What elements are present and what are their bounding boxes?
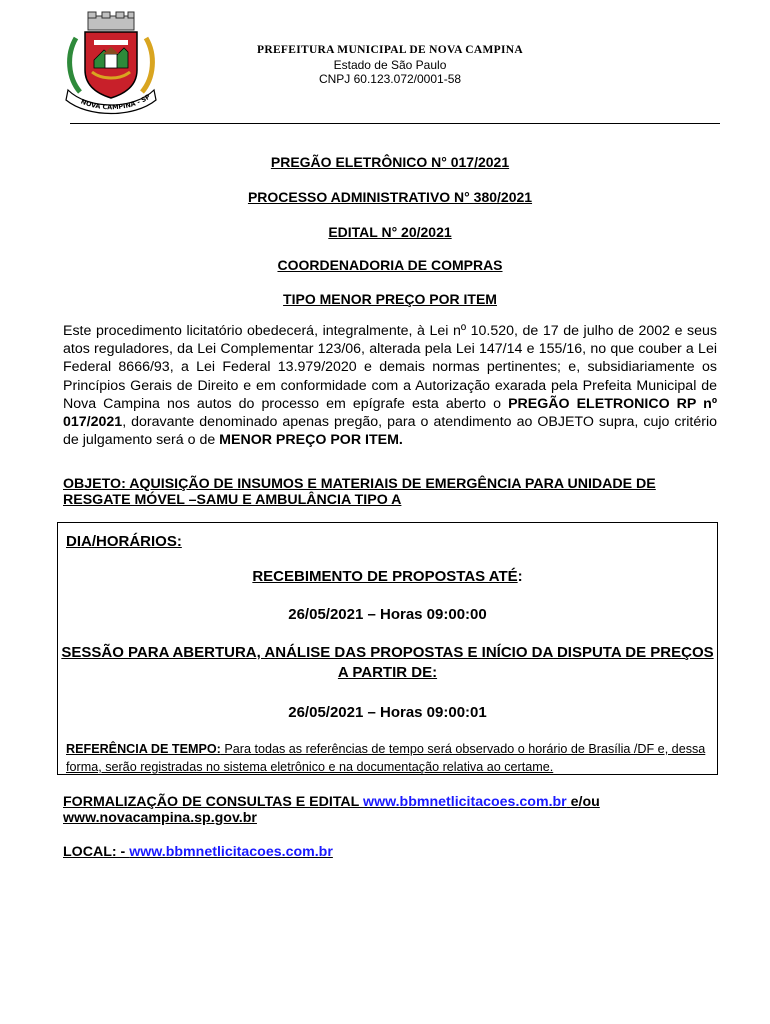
header-divider: [70, 123, 720, 124]
recebimento-heading: [58, 568, 717, 585]
recebimento-datetime: 26/05/2021 – Horas 09:00:00: [288, 606, 487, 623]
recebimento-label: RECEBIMENTO DE PROPOSTAS ATÉ: [252, 568, 518, 585]
heading-pregao: PREGÃO ELETRÔNICO N° 017/2021: [270, 154, 510, 170]
intro-text-1: Este procedimento licitatório obedecerá, integralmente, à Lei nº 10.520, de 17 de julho de 2002 e seus atos reguladores, da Lei Complementar 123/06, alterada pela Lei 147/14 e 155/16, no que couber a Lei Federal 8666/93, a Lei Federal 13.979/2020 e demais normas pertinentes; e, subsidiariamente os Princípios Gerais de Direito e em conformidade com a Autorização exarada pela Prefeita Municipal de Nova Campina nos autos do processo em epígrafe esta aberto o: [63, 323, 717, 412]
crest-motto: NOVA CAMPINA - SP: [79, 92, 152, 112]
heading-processo: PROCESSO ADMINISTRATIVO N° 380/2021: [247, 189, 533, 205]
recebimento-colon: :: [517, 568, 523, 585]
sessao-heading-line2: A PARTIR DE:: [337, 664, 438, 681]
formalizacao-label: FORMALIZAÇÃO DE CONSULTAS E EDITAL: [63, 794, 364, 810]
formalizacao-link-bbmnet[interactable]: www.bbmnetlicitacoes.com.br: [363, 794, 567, 810]
crest-crown: [88, 12, 134, 30]
referencia-text: Para todas as referências de tempo será observado o horário de Brasília /DF e, dessa forma, serão registradas no sistema eletrônico e na documentação relativa ao certame.: [66, 742, 706, 774]
formalizacao-line: [63, 794, 717, 826]
intro-text-2: , doravante denominado apenas pregão, para o atendimento ao OBJETO supra, cujo critério de julgamento será o de: [63, 414, 717, 449]
heading-tipo: TIPO MENOR PREÇO POR ITEM: [283, 291, 497, 307]
header-cnpj: CNPJ 60.123.072/0001-58: [318, 72, 462, 86]
heading-edital: EDITAL N° 20/2021: [328, 224, 452, 240]
heading-coordenadoria: COORDENADORIA DE COMPRAS: [277, 257, 503, 273]
formalizacao-connector: e/ou: [566, 794, 600, 810]
sessao-heading-line1: SESSÃO PARA ABERTURA, ANÁLISE DAS PROPOSTAS E INÍCIO DA DISPUTA DE PREÇOS: [61, 644, 714, 661]
header-state: Estado de São Paulo: [333, 58, 447, 72]
header-title: PREFEITURA MUNICIPAL DE NOVA CAMPINA: [257, 44, 523, 56]
schedule-box: [57, 522, 718, 775]
local-label: LOCAL: -: [63, 844, 130, 860]
local-line: [63, 844, 333, 860]
schedule-title: DIA/HORÁRIOS:: [66, 533, 182, 550]
intro-bold-criterio: MENOR PREÇO POR ITEM.: [219, 432, 403, 449]
intro-bold-pregao: PREGÃO ELETRONICO RP nº 017/2021: [63, 395, 718, 431]
sessao-datetime: 26/05/2021 – Horas 09:00:01: [288, 704, 487, 721]
formalizacao-link-prefeitura[interactable]: www.novacampina.sp.gov.br: [63, 810, 257, 826]
objeto-statement: OBJETO: AQUISIÇÃO DE INSUMOS E MATERIAIS DE EMERGÊNCIA PARA UNIDADE DE RESGATE MÓVEL –SAMU E AMBULÂNCIA TIPO A: [63, 476, 656, 508]
local-link[interactable]: www.bbmnetlicitacoes.com.br: [129, 844, 333, 860]
municipal-crest-logo: [58, 10, 164, 116]
referencia-tempo: [66, 740, 711, 776]
referencia-label: REFERÊNCIA DE TEMPO:: [66, 742, 221, 756]
intro-paragraph: [63, 322, 717, 449]
